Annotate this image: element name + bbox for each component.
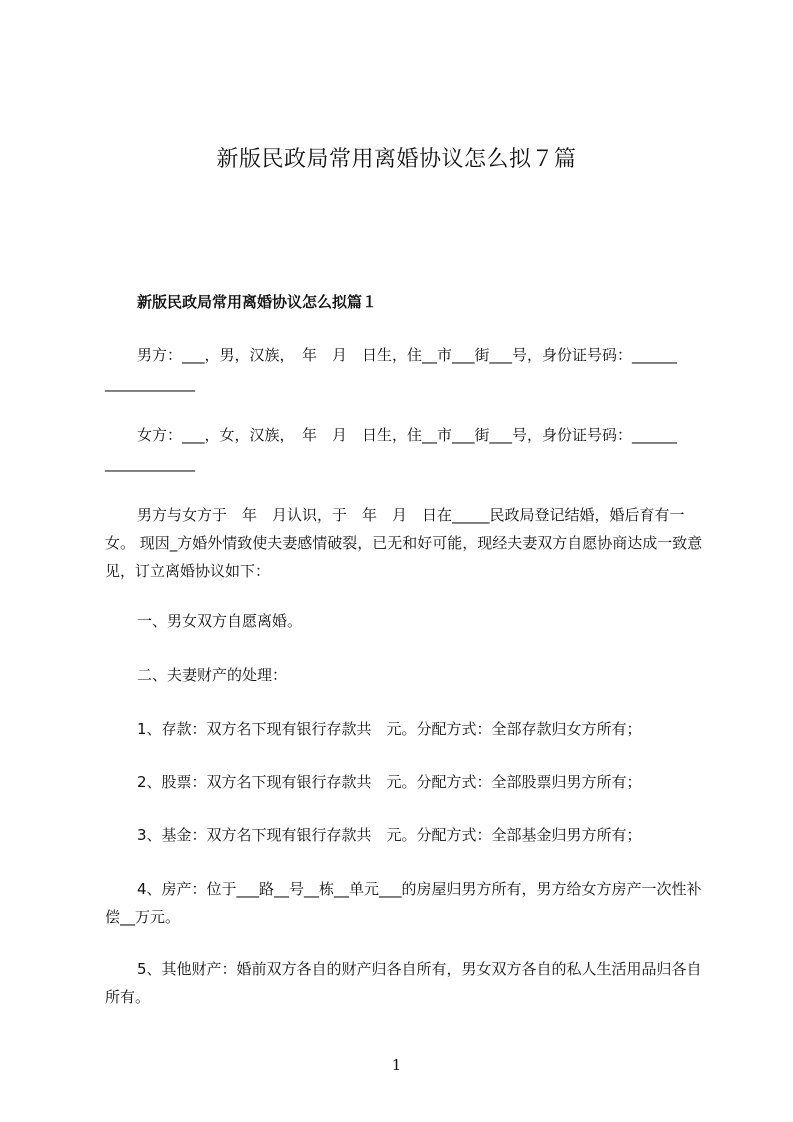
clause-2-item-4: 4、房产：位于___路__号__栋__单元___的房屋归男方所有，男方给女方房产一次性补偿__万元。 [105,880,702,926]
document-title: 新版民政局常用离婚协议怎么拟７篇 [216,147,577,172]
clause-2-item-5: 5、其他财产：婚前双方各自的财产归各自所有，男女双方各自的私人生活用品归各自所有。 [105,960,702,1006]
clause-2-item-2: 2、股票：双方名下现有银行存款共 元。分配方式：全部股票归男方所有； [137,773,642,791]
clause-2: 二、夫妻财产的处理： [137,666,288,684]
section-heading: 新版民政局常用离婚协议怎么拟篇１ [137,293,378,311]
paragraph-male-party: 男方：___，男，汉族， 年 月 日生，住__市___街___号，身份证号码：______ ____________ [105,346,678,392]
paragraph-female-party: 女方：___，女，汉族， 年 月 日生，住__市___街___号，身份证号码：______ ____________ [105,426,678,472]
paragraph-background: 男方与女方于 年 月认识，于 年 月 日在_____民政局登记结婚，婚后育有一女。 现因_方婚外情致使夫妻感情破裂，已无和好可能，现经夫妻双方自愿协商达成一致意见，订立离婚协议如下： [105,506,703,580]
clause-2-item-3: 3、基金：双方名下现有银行存款共 元。分配方式：全部基金归男方所有； [137,826,642,844]
clause-1: 一、男女双方自愿离婚。 [137,612,303,630]
clause-2-item-1: 1、存款：双方名下现有银行存款共 元。分配方式：全部存款归女方所有； [137,720,642,738]
page-number: 1 [391,1056,402,1074]
